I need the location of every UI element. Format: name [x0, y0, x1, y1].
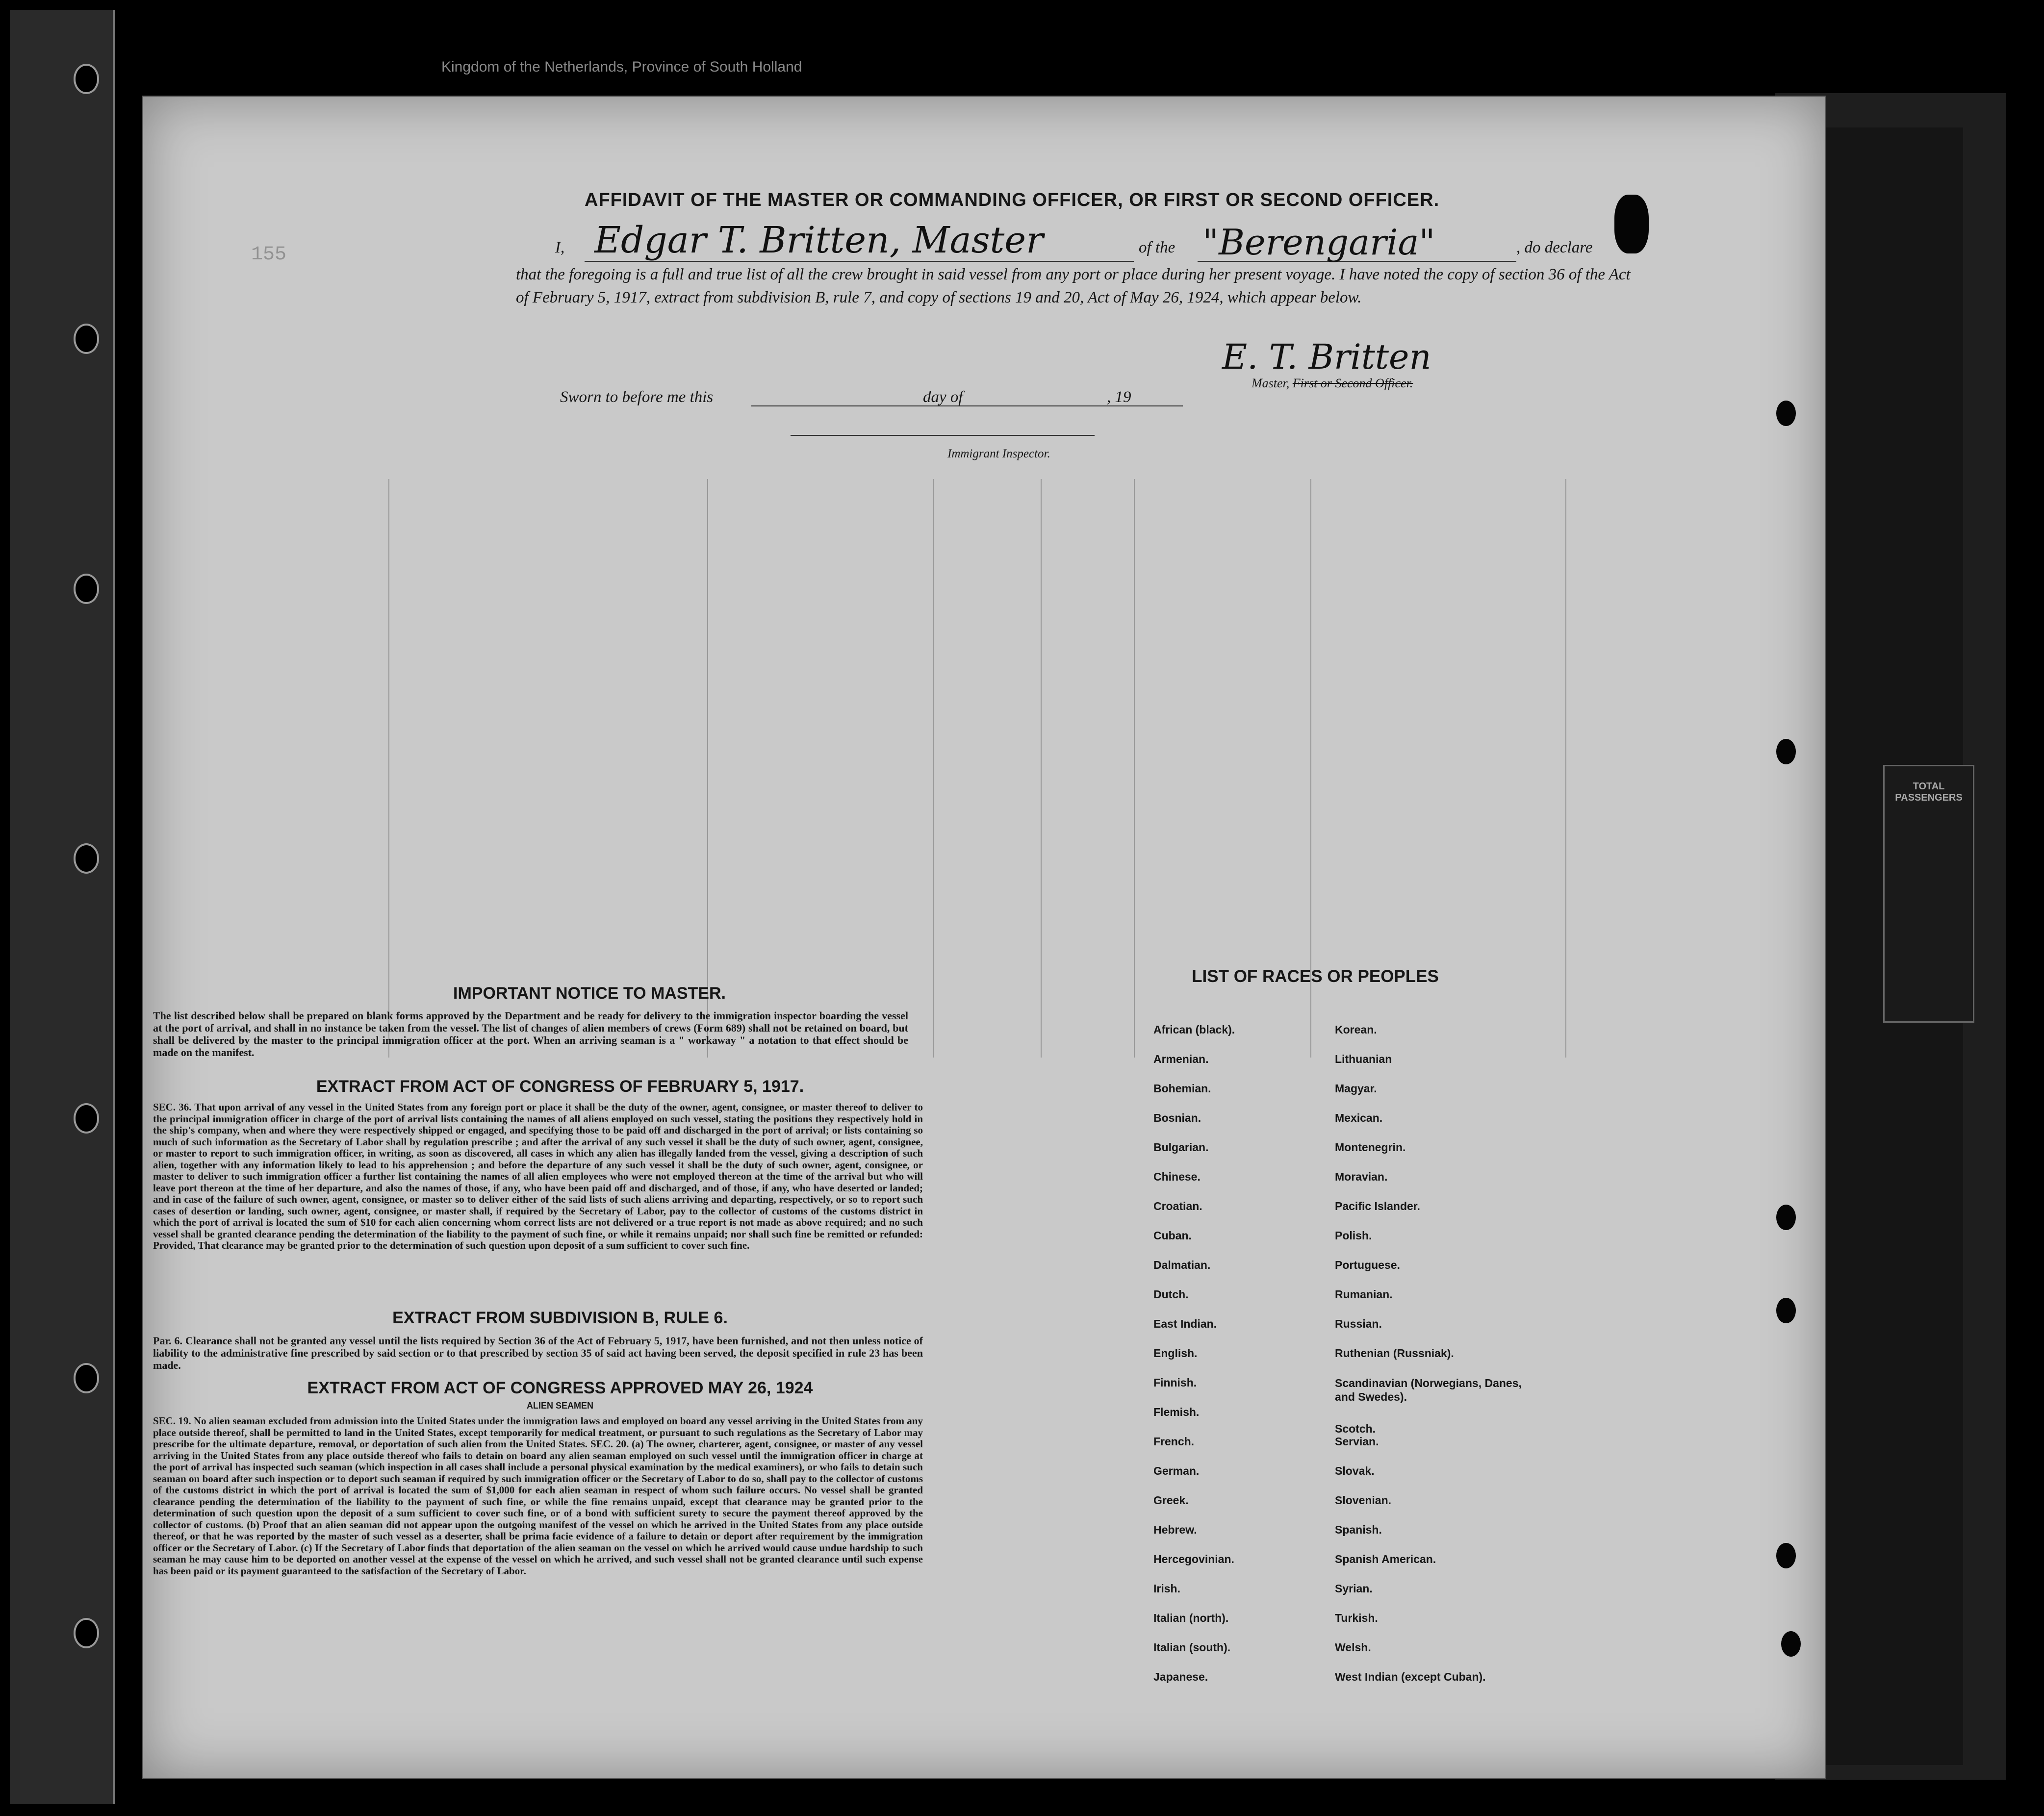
of-the-label: of the	[1139, 239, 1175, 256]
race-item: Polish.	[1335, 1229, 1372, 1242]
bleed-line	[1041, 479, 1042, 1058]
binding-strip	[10, 10, 115, 1804]
race-item: Italian (north).	[1153, 1612, 1229, 1624]
total-passengers-label: TOTAL PASSENGERS	[1895, 781, 1963, 803]
race-item: Korean.	[1335, 1023, 1377, 1036]
bleed-line	[707, 479, 708, 1058]
race-item: Lithuanian	[1335, 1053, 1392, 1065]
torn-hole	[1614, 195, 1649, 253]
race-item: Armenian.	[1153, 1053, 1209, 1065]
punch-hole	[1776, 739, 1796, 764]
do-declare-label: , do declare	[1516, 239, 1593, 256]
race-item: Spanish American.	[1335, 1553, 1436, 1565]
punch-hole	[1776, 1205, 1796, 1230]
sworn-label: Sworn to before me this	[560, 388, 714, 406]
header-partial-text: Kingdom of the Netherlands, Province of South Holland	[441, 59, 802, 75]
race-item: Hebrew.	[1153, 1523, 1197, 1536]
race-item: Mexican.	[1335, 1111, 1383, 1124]
subdivision-title: EXTRACT FROM SUBDIVISION B, RULE 6.	[392, 1309, 728, 1327]
race-item: German.	[1153, 1464, 1200, 1477]
subdivision-body: Par. 6. Clearance shall not be granted any vessel until the lists required by Section 36 of the Act of February 5, 1917, have been furnished, and not then unless notice of liability to the administrative fine prescribed by said section or to that prescribed by section 35 of said act having been served, the deposit specified in rule 23 has been made.	[153, 1335, 923, 1371]
race-item: Welsh.	[1335, 1641, 1371, 1654]
binding-ring	[74, 1363, 99, 1393]
race-item: Finnish.	[1153, 1376, 1197, 1389]
races-left-column	[1153, 1023, 1325, 1700]
race-item: Scandinavian (Norwegians, Danes, and Swedes).	[1335, 1377, 1522, 1403]
extract-1917-body: SEC. 36. That upon arrival of any vessel in the United States from any foreign port or place it shall be the duty of the owner, agent, consignee, or master thereof to deliver to the principal immigration officer in charge of the port of arrival lists containing the names of all aliens employed on such vessel, stating the positions they respectively hold in the ship's company, when and where they were respectively shipped or engaged, and specifying those to be paid off and discharged in the port of arrival; or lists containing so much of such information as the Secretary of Labor shall by regulation prescribe ; and after the arrival of any such vessel it shall be the duty of such owner, agent, consignee, or master to report to such immigration officer, in writing, as soon as discovered, all cases in which any alien has illegally landed from the vessel, giving a description of such alien, together with any information likely to lead to his apprehension ; and before the departure of any such vessel it shall be the duty of such owner, agent, consignee, or master to deliver to such immigration officer a further list containing the names of all alien employees who were not employed thereon at the time of the arrival but who will leave port thereon at the time of her departure, and also the names of those, if any, who have been paid off and discharged, and of those, if any, who have deserted or landed; and in case of the failure of such owner, agent, consignee, or master so to deliver either of the said lists of such aliens arriving and departing, respectively, or so to report such cases of desertion or landing, such owner, agent, consignee, or master shall, if required by the Secretary of Labor, pay to the collector of customs of the customs district in which the port of arrival is located the sum of $10 for each alien concerning whom correct lists are not delivered or a true report is not made as above required; and no such vessel shall be granted clearance pending the determination of the liability to the payment of such fine, or while it remains unpaid; nor shall such fine be remitted or refunded: Provided, That clearance may be granted prior to the determination of such question upon deposit of a sum sufficient to cover such fine.	[153, 1101, 923, 1251]
race-item: Slovak.	[1335, 1464, 1375, 1477]
bleed-line	[1134, 479, 1135, 1058]
punch-hole	[1776, 1298, 1796, 1323]
master-caption-label: Master,	[1252, 376, 1290, 390]
binding-ring	[74, 574, 99, 604]
extract-1924-body: SEC. 19. No alien seaman excluded from admission into the United States under the immigration laws and employed on board any vessel arriving in the United States from any place outside thereof, shall be permitted to land in the United States, except temporarily for medical treatment, or pursuant to such regulations as the Secretary of Labor may prescribe for the ultimate departure, removal, or deportation of such alien from the United States. SEC. 20. (a) The owner, charterer, agent, consignee, or master of any vessel arriving in the United States from any place outside thereof who fails to detain on board any alien seaman employed on such vessel until the immigration officer in charge at the port of arrival has inspected such seaman (which inspection in all cases shall include a personal physical examination by the medical examiners), or who fails to detain such seaman on board after such inspection or to deport such seaman if required by such immigration officer or the Secretary of Labor to do so, shall pay to the collector of customs of the customs district in which the port of arrival is located the sum of $1,000 for each alien seaman in respect of whom such failure occurs. No vessel shall be granted clearance pending the determination of the liability to the payment of such fine, or while the fine remains unpaid, except that clearance may be granted prior to the determination of such question upon the deposit of a sum sufficient to cover such fine, or of a bond with sufficient surety to secure the payment thereof approved by the collector of customs. (b) Proof that an alien seaman did not appear upon the outgoing manifest of the vessel on which he arrived in the United States from any place outside thereof, or that he was reported by the master of such vessel as a deserter, shall be prima facie evidence of a failure to detain or deport after requirement by the immigration officer or the Secretary of Labor. (c) If the Secretary of Labor finds that deportation of the alien seaman on the vessel on which he arrived would cause undue hardship to such seaman he may cause him to be deported on another vessel at the expense of the vessel on which he arrived, and such vessel shall not be granted clearance until such expense has been paid or its payment guaranteed to the satisfaction of the Secretary of Labor.	[153, 1415, 923, 1577]
race-item: Servian.	[1335, 1435, 1379, 1448]
race-item: Flemish.	[1153, 1406, 1200, 1418]
races-title: LIST OF RACES OR PEOPLES	[1192, 967, 1439, 986]
race-item: Italian (south).	[1153, 1641, 1231, 1654]
race-item: Cuban.	[1153, 1229, 1192, 1242]
day-of-label: day of	[923, 388, 963, 406]
bleed-line	[388, 479, 389, 1058]
race-item: East Indian.	[1153, 1317, 1217, 1330]
punch-hole	[1776, 1543, 1796, 1568]
race-item: Spanish.	[1335, 1523, 1382, 1536]
race-item: Montenegrin.	[1335, 1141, 1406, 1154]
year-label: , 19	[1107, 388, 1131, 406]
race-item: Rumanian.	[1335, 1288, 1393, 1301]
race-item: African (black).	[1153, 1023, 1235, 1036]
punch-hole	[1781, 1631, 1801, 1657]
bleed-line	[1565, 479, 1566, 1058]
binding-ring	[74, 1618, 99, 1648]
notice-body: The list described below shall be prepared on blank forms approved by the Department and be ready for delivery to the immigration inspector boarding the vessel at the port of arrival, and shall in no instance be taken from the vessel. The list of changes of alien members of crews (Form 689) shall not be retained on board, but shall be delivered by the master to the principal immigration officer at the port. When an arriving seaman is a " workaway " a notation to that effect should be made on the manifest.	[153, 1009, 908, 1059]
race-item: Hercegovinian.	[1153, 1553, 1234, 1565]
inspector-caption: Immigrant Inspector.	[947, 447, 1050, 460]
races-right-column	[1335, 1023, 1531, 1700]
race-item: Russian.	[1335, 1317, 1382, 1330]
race-item: Bulgarian.	[1153, 1141, 1209, 1154]
extract-1924-title: EXTRACT FROM ACT OF CONGRESS APPROVED MAY 26, 1924	[307, 1379, 813, 1397]
vessel-name: "Berengaria"	[1202, 222, 1435, 263]
binding-ring	[74, 1103, 99, 1134]
binding-ring	[74, 64, 99, 94]
race-item: Slovenian.	[1335, 1494, 1392, 1507]
race-item: Bohemian.	[1153, 1082, 1211, 1095]
document-page	[142, 96, 1826, 1779]
month-line	[977, 405, 1183, 406]
race-item: Magyar.	[1335, 1082, 1377, 1095]
race-item: Croatian.	[1153, 1200, 1202, 1212]
binding-ring	[74, 324, 99, 354]
race-item: Turkish.	[1335, 1612, 1378, 1624]
race-item: Chinese.	[1153, 1170, 1201, 1183]
race-item: Bosnian.	[1153, 1111, 1201, 1124]
race-item: Irish.	[1153, 1582, 1180, 1595]
race-item: Moravian.	[1335, 1170, 1388, 1183]
extract-1924-subtitle: ALIEN SEAMEN	[526, 1401, 593, 1411]
race-item: Dalmatian.	[1153, 1259, 1211, 1271]
page-number: 155	[251, 244, 287, 266]
affidavit-title: AFFIDAVIT OF THE MASTER OR COMMANDING OFFICER, OR FIRST OR SECOND OFFICER.	[585, 190, 1440, 210]
race-item: Greek.	[1153, 1494, 1189, 1507]
race-item: English.	[1153, 1347, 1198, 1360]
notice-title: IMPORTANT NOTICE TO MASTER.	[453, 984, 726, 1003]
race-item: French.	[1153, 1435, 1195, 1448]
master-caption-struck: First or Second Officer.	[1292, 376, 1413, 390]
total-passengers-box	[1883, 765, 1974, 1023]
race-item: Syrian.	[1335, 1582, 1373, 1595]
binding-ring	[74, 843, 99, 874]
affidavit-body: that the foregoing is a full and true list of all the crew brought in said vessel from any port or place during her present voyage. I have noted the copy of section 36 of the Act of February 5, 1917, extract from subdivision B, rule 7, and copy of sections 19 and 20, Act of May 26, 1924, which appear below.	[516, 266, 1631, 306]
race-item: Japanese.	[1153, 1670, 1208, 1683]
race-item: Dutch.	[1153, 1288, 1189, 1301]
race-item: Scotch.	[1335, 1422, 1376, 1435]
inspector-line	[791, 435, 1095, 436]
race-item: West Indian (except Cuban).	[1335, 1670, 1486, 1683]
bleed-line	[933, 479, 934, 1058]
signature: E. T. Britten	[1222, 337, 1431, 377]
affidavit-prefix: I,	[555, 239, 565, 256]
race-item: Portuguese.	[1335, 1259, 1400, 1271]
master-caption	[1252, 376, 1413, 391]
punch-hole	[1776, 401, 1796, 426]
race-item: Ruthenian (Russniak).	[1335, 1347, 1454, 1360]
extract-1917-title: EXTRACT FROM ACT OF CONGRESS OF FEBRUARY 5, 1917.	[316, 1077, 804, 1096]
master-name: Edgar T. Britten, Master	[594, 219, 1044, 261]
race-item: Pacific Islander.	[1335, 1200, 1420, 1212]
